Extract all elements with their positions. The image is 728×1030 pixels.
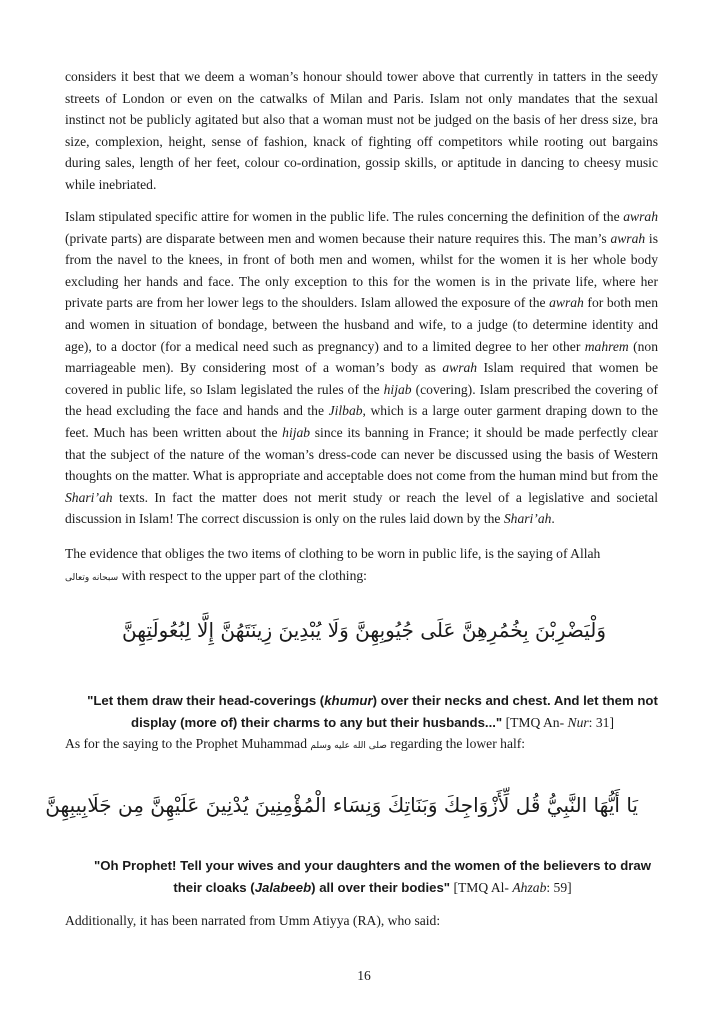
paragraph-attire (65, 206, 658, 530)
text-span: since its banning in France; it should be made perfectly clear that the subject of the nature of the woman’s dress-code can never be discussed using the basis of Western thoughts on the matter. What is appropriate and acceptable does not come from the human mind but from the (65, 424, 658, 484)
term-jilbab: Jilbab (328, 403, 363, 419)
term-shariah: Shari’ah (65, 489, 113, 505)
page-number: 16 (357, 968, 371, 983)
term-jalabeeb-italic: Jalabeeb (254, 880, 312, 895)
arabic-salutation: صلى الله عليه وسلم (310, 741, 387, 751)
surah-name: Ahzab (512, 880, 547, 895)
term-awrah: awrah (442, 360, 478, 376)
term-mahrem: mahrem (584, 338, 629, 354)
verse-translation (85, 855, 660, 899)
verse-reference: [TMQ An- (502, 715, 568, 730)
arabic-honorific: سبحانه وتعالى (65, 572, 119, 583)
translation-quote: "Oh Prophet! Tell your wives and your daughters and the women of the believers to draw their cloaks ( (93, 858, 652, 895)
text-span: Islam required that women be covered in public life, so Islam legislated the rules of the (65, 360, 658, 397)
term-jalabeeb (255, 880, 311, 895)
term-khumur-italic: khumur (324, 693, 373, 708)
paragraph-lower-half (65, 733, 658, 758)
term-khumur (324, 693, 372, 708)
text-span: Islam stipulated specific attire for women in the public life. The rules concerning the definition of the (65, 209, 624, 224)
text-span: As for the saying to the Prophet Muhammad (65, 736, 311, 751)
term-hijab: hijab (282, 424, 311, 440)
text-span: (covering). Islam prescribed the covering of the head excluding the face and hands and the (65, 381, 658, 419)
translation-quote: ) over their necks and chest. And let them not display (more of) their charms to any but their husbands..." (131, 693, 658, 730)
text-span: , which is a large outer garment draping down to the feet. Much has been written about the (65, 403, 658, 440)
paragraph-honour: considers it best that we deem a woman’s honour should tower above that currently in tatters in the seedy streets of London or even on the catwalks of Milan and Paris. Islam not only mandates that the sexual instinct not be publicly agitated but also that a woman must not be judged on the basis of her dress size, bra size, complexion, height, sense of fashion, knack of fighting off competitors while rooting out bargains during sales, length of her feet, colour co-ordination, gossip skills, or aptitude in dancing to cheesy music while inebriated. (65, 69, 658, 192)
term-shariah: Shari’ah (503, 511, 552, 527)
text-span: regarding the lower half: (386, 736, 526, 751)
quran-verse-arabic: وَلْيَضْرِبْنَ بِخُمُرِهِنَّ عَلَى جُيُوبِهِنَّ وَلَا يُبْدِينَ زِينَتَهُنَّ إِلَّا لِبُعُولَتِهِنَّ (122, 618, 606, 642)
verse-reference: : 59] (546, 880, 572, 895)
term-awrah: awrah (610, 230, 646, 246)
verse-reference: [TMQ Al- (450, 880, 513, 895)
quran-verse-arabic: يَا أَيُّهَا النَّبِيُّ قُل لِّأَزْوَاجِكَ وَبَنَاتِكَ وَنِسَاء الْمُؤْمِنِينَ يُدْنِينَ عَلَيْهِنَّ مِن جَلَابِيبِهِنَّ (45, 793, 638, 817)
translation-quote: "Let them draw their head-coverings ( (87, 693, 325, 708)
text-span: texts. In fact the matter does not merit study or reach the level of a legislative and societal discussion in Islam! The correct discussion is only on the rules laid down by the (65, 489, 658, 527)
paragraph-evidence (65, 543, 658, 589)
verse-reference: : 31] (588, 715, 614, 730)
text-span: with respect to the upper part of the clothing: (118, 567, 367, 583)
text-span: is from the navel to the knees, in front of both men and women, whilst for the women it is her whole body excluding her hands and face. The only exception to this for the women is in the private life, where her private parts are from her lower legs to the shoulders. Islam allowed the exposure of the (65, 230, 658, 311)
verse-translation (85, 690, 660, 734)
text-span: . (551, 511, 555, 527)
term-awrah: awrah (623, 209, 658, 224)
paragraph-narration: Additionally, it has been narrated from Umm Atiyya (RA), who said: (65, 913, 441, 928)
text-span: for both men and women in situation of bondage, between the husband and wife, to a judge (to determine identity and age), to a doctor (for a medical need such as pregnancy) and to a limited degree to her other (65, 295, 658, 354)
term-awrah: awrah (549, 295, 584, 311)
term-hijab: hijab (383, 381, 412, 397)
text-span: (private parts) are disparate between men and women because their nature requires this. The man’s (65, 230, 611, 246)
text-span: The evidence that obliges the two items of clothing to be worn in public life, is the saying of Allah (65, 546, 601, 561)
surah-name: Nur (567, 715, 589, 730)
text-span: (non marriageable men). By considering most of a woman’s body as (65, 338, 658, 376)
translation-quote: ) all over their bodies" (311, 880, 451, 895)
